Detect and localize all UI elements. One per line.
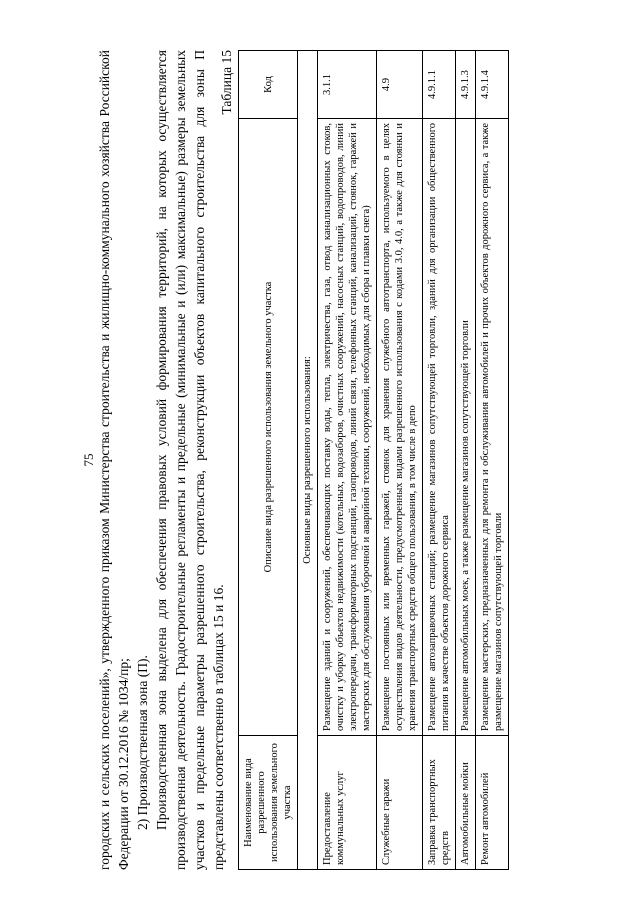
- paragraph-zone-description: Производственная зона выделена для обеспечения правовых условий формирования территорий, на которых осуществляется производственная деятельность. Градостроительные регламенты и предельные (минимальные и (или) максимальные) размеры земельных участков и предельные параметры разрешенного строительства, реконструкции объектов капитального строительства для зоны П представлены соответственно в таблицах 15 и 16.: [154, 50, 226, 870]
- table-row: [456, 51, 476, 870]
- row-description: Размещение автомобильных моек, а также размещение магазинов сопутствующей торговли: [456, 119, 476, 736]
- rotated-content: [75, 50, 600, 870]
- row-name: Автомобильные мойки: [456, 736, 476, 870]
- row-code: 4.9.1.4: [476, 51, 509, 119]
- paragraph-zone-heading: 2) Производственная зона (П).: [135, 655, 150, 830]
- regulations-table: [238, 50, 509, 870]
- row-name: Предоставление коммунальных услуг: [318, 736, 377, 870]
- table-row: [476, 51, 509, 870]
- row-code: 3.1.1: [318, 51, 377, 119]
- header-name: Наименование вида разрешенного использования земельного участка: [239, 736, 298, 870]
- table-section-row: [298, 51, 318, 870]
- row-name: Служебные гаражи: [377, 736, 423, 870]
- row-code: 4.9: [377, 51, 423, 119]
- page-number: 75: [81, 453, 96, 467]
- header-description: Описание вида разрешенного использования земельного участка: [239, 119, 298, 736]
- row-description: Размещение автозаправочных станций; размещение магазинов сопутствующей торговли, зданий для организации общественного питания в качестве объектов дорожного сервиса: [423, 119, 456, 736]
- paragraph-intro: городских и сельских поселений», утвержденного приказом Министерства строительства и жилищно-коммунального хозяйства Российской Федерации от 30.12.2016 № 1034/пр;: [97, 50, 131, 870]
- row-code: 4.9.1.1: [423, 51, 456, 119]
- table-header-row: [239, 51, 298, 870]
- table-caption: Таблица 15: [219, 50, 234, 115]
- row-description: Размещение мастерских, предназначенных для ремонта и обслуживания автомобилей и прочих объектов дорожного сервиса, а также размещение магазинов сопутствующей торговли: [476, 119, 509, 736]
- row-code: 4.9.1.3: [456, 51, 476, 119]
- section-title: Основные виды разрешенного использования:: [298, 51, 318, 870]
- row-name: Ремонт автомобилей: [476, 736, 509, 870]
- table-row: [377, 51, 423, 870]
- row-description: Размещение постоянных или временных гаражей, стоянок для хранения служебного автотранспорта, используемого в целях осуществления видов деятельности, предусмотренных видами разрешенного использования с кодами 3.0, 4.0, а также для стоянки и хранения транспортных средств общего пользования, в том числе в депо: [377, 119, 423, 736]
- row-name: Заправка транспортных средств: [423, 736, 456, 870]
- row-description: Размещение зданий и сооружений, обеспечивающих поставку воды, тепла, электричества, газа, отвод канализационных стоков, очистку и уборку объектов недвижимости (котельных, водозаборов, очистных сооружений, насосных станций, водопроводов, линий электропередачи, трансформаторных подстанций, газопроводов, линий связи, телефонных станций, канализаций, стоянок, гаражей и мастерских для обслуживания уборочной и аварийной техники, сооружений, необходимых для сбора и плавки снега): [318, 119, 377, 736]
- table-row: [318, 51, 377, 870]
- header-code: Код: [239, 51, 298, 119]
- table-row: [423, 51, 456, 870]
